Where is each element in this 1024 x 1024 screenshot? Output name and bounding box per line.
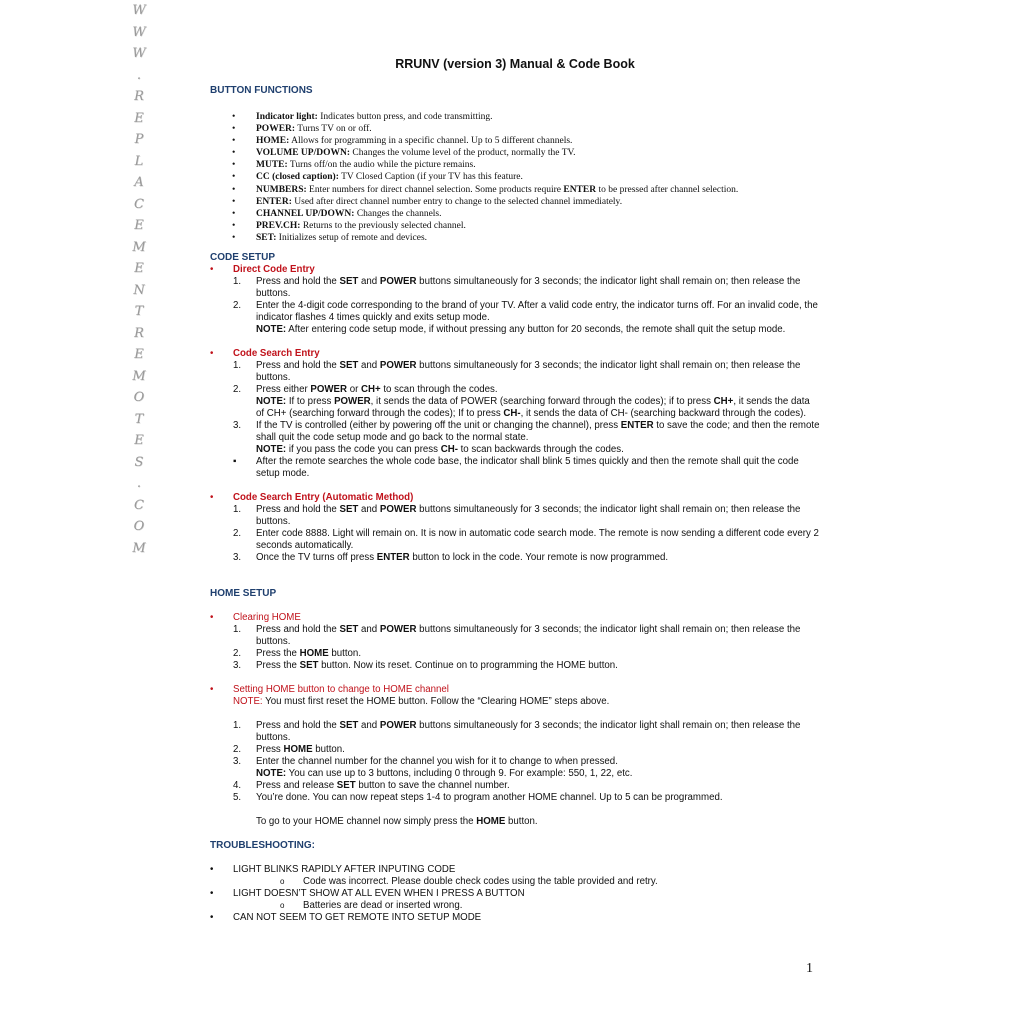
list-item: 2. Enter code 8888. Light will remain on. It is now in automatic code search mode. The remote is now sending a different code every 2 seconds automatically. (233, 528, 819, 552)
list-item: 2. Press HOME button. (233, 744, 345, 756)
list-item: • POWER: Turns TV on or off. (210, 123, 820, 135)
watermark-letter: T (134, 304, 144, 319)
subheading-code-search-entry: • Code Search Entry (210, 348, 820, 360)
troubleshoot-item: • LIGHT BLINKS RAPIDLY AFTER INPUTING CODE (210, 864, 820, 876)
watermark-letter: T (134, 411, 144, 427)
list-item: • ENTER: Used after direct channel number entry to change to the selected channel immediately. (210, 196, 820, 208)
watermark-letter: . (136, 67, 142, 83)
watermark-letter: L (134, 153, 144, 169)
button-functions-list (210, 111, 820, 244)
watermark-letter: W (132, 24, 146, 40)
list-item: 5. You’re done. You can now repeat steps 1-4 to program another HOME channel. Up to 5 can be programmed. (233, 792, 723, 804)
troubleshoot-item: • CAN NOT SEEM TO GET REMOTE INTO SETUP MODE (210, 912, 820, 924)
list-item: • SET: Initializes setup of remote and devices. (210, 232, 820, 244)
direct-code-steps (210, 276, 820, 336)
list-item: 1. Press and hold the SET and POWER buttons simultaneously for 3 seconds; the indicator light shall remain on; then release the buttons. (233, 624, 801, 648)
section-heading-code-setup: CODE SETUP (210, 252, 276, 264)
list-item: • HOME: Allows for programming in a specific channel. Up to 5 different channels. (210, 135, 820, 147)
watermark-letter: M (132, 239, 146, 255)
watermark-letter: M (132, 540, 146, 556)
page-title: RRUNV (version 3) Manual & Code Book (395, 57, 635, 71)
watermark-letter: C (134, 497, 144, 513)
list-item: 2. Enter the 4-digit code corresponding to the brand of your TV. After a valid code entry, the indicator turns off. For an invalid code, the indicator flashes 4 times quickly and exits setup mode. NOTE: After entering code setup mode, if without pressing any button for 20 seconds, the remote shall quit the setup mode. (233, 300, 818, 336)
list-item: • VOLUME UP/DOWN: Changes the volume level of the product, normally the TV. (210, 147, 820, 159)
troubleshoot-answer: o Code was incorrect. Please double check codes using the table provided and retry. (210, 876, 820, 888)
watermark-letter: W (132, 3, 146, 18)
code-search-steps (210, 360, 820, 480)
section-heading-button-functions: BUTTON FUNCTIONS (210, 85, 313, 96)
watermark-letter: . (136, 476, 142, 491)
document-body (210, 58, 820, 924)
list-item: 3. If the TV is controlled (either by powering off the unit or changing the channel), press ENTER to save the code; and then the remote shall quit the code setup mode and go back to the normal state. NOTE: if you pass the code you can press CH- to scan backwards through the codes. (233, 420, 820, 456)
home-channel-instruction: To go to your HOME channel now simply press the HOME button. (256, 816, 538, 828)
list-item: 2. Press the HOME button. (233, 648, 362, 660)
watermark-letter: O (133, 390, 145, 405)
automatic-search-steps (210, 504, 820, 564)
list-item: • NUMBERS: Enter numbers for direct channel selection. Some products require ENTER to be pressed after channel selection. (210, 184, 820, 196)
troubleshoot-answer: o Batteries are dead or inserted wrong. (210, 900, 820, 912)
watermark-letter: S (134, 454, 144, 470)
list-item: 3. Enter the channel number for the channel you wish for it to change to when pressed. NOTE: You can use up to 3 buttons, including 0 through 9. For example: 550, 1, 22, etc. (233, 756, 633, 780)
watermark-letter: E (134, 261, 144, 276)
list-item: • MUTE: Turns off/on the audio while the picture remains. (210, 159, 820, 171)
subheading-code-search-automatic: • Code Search Entry (Automatic Method) (210, 492, 820, 504)
list-item: 3. Once the TV turns off press ENTER button to lock in the code. Your remote is now programmed. (233, 552, 669, 564)
watermark-letter: A (134, 175, 144, 190)
list-item: 1. Press and hold the SET and POWER buttons simultaneously for 3 seconds; the indicator light shall remain on; then release the buttons. (233, 504, 801, 528)
watermark-letter: M (132, 368, 146, 384)
watermark-letter: E (134, 110, 144, 126)
watermark-letter: P (134, 132, 144, 147)
page-number: 1 (806, 961, 813, 976)
list-item: 3. Press the SET button. Now its reset. Continue on to programming the HOME button. (233, 660, 618, 672)
list-item: • PREV.CH: Returns to the previously selected channel. (210, 220, 820, 232)
watermark-letter: O (133, 519, 145, 534)
list-item: 2. Press either POWER or CH+ to scan through the codes. NOTE: If to press POWER, it sends the data of POWER (searching forward through the codes); if to press CH+, it sends the data of CH+ (searching forward through the codes); If to press CH-, it sends the data of CH- (searching backward through the codes). (233, 384, 810, 420)
list-item: 1. Press and hold the SET and POWER buttons simultaneously for 3 seconds; the indicator light shall remain on; then release the buttons. (233, 276, 801, 300)
watermark-letter: N (133, 282, 145, 298)
subheading-setting-home: • Setting HOME button to change to HOME channel (210, 684, 820, 696)
watermark-letter: R (134, 89, 144, 104)
subheading-direct-code-entry: • Direct Code Entry (210, 264, 820, 276)
watermark-letter: C (134, 196, 144, 212)
subheading-clearing-home: • Clearing HOME (210, 612, 820, 624)
setting-home-note: NOTE: You must first reset the HOME button. Follow the “Clearing HOME” steps above. (233, 696, 610, 708)
list-item: • CHANNEL UP/DOWN: Changes the channels. (210, 208, 820, 220)
watermark-letter: E (134, 433, 144, 448)
list-item: 1. Press and hold the SET and POWER buttons simultaneously for 3 seconds; the indicator light shall remain on; then release the buttons. (233, 720, 801, 744)
list-item: ▪ After the remote searches the whole code base, the indicator shall blink 5 times quickly and then the remote shall quit the code setup mode. (233, 456, 799, 480)
section-heading-home-setup: HOME SETUP (210, 588, 277, 600)
list-item: • CC (closed caption): TV Closed Caption (if your TV has this feature. (210, 171, 820, 183)
watermark-letter: W (132, 46, 146, 61)
watermark-letter: R (134, 325, 144, 341)
vertical-watermark (128, 0, 150, 559)
list-item: 4. Press and release SET button to save the channel number. (233, 780, 510, 792)
list-item: • Indicator light: Indicates button press, and code transmitting. (210, 111, 820, 123)
list-item: 1. Press and hold the SET and POWER buttons simultaneously for 3 seconds; the indicator light shall remain on; then release the buttons. (233, 360, 801, 384)
troubleshoot-item: • LIGHT DOESN’T SHOW AT ALL EVEN WHEN I PRESS A BUTTON (210, 888, 820, 900)
clearing-home-steps (210, 624, 820, 672)
section-heading-troubleshooting: TROUBLESHOOTING: (210, 840, 315, 852)
watermark-letter: E (134, 218, 144, 233)
setting-home-steps (210, 720, 820, 804)
watermark-letter: E (134, 347, 144, 362)
